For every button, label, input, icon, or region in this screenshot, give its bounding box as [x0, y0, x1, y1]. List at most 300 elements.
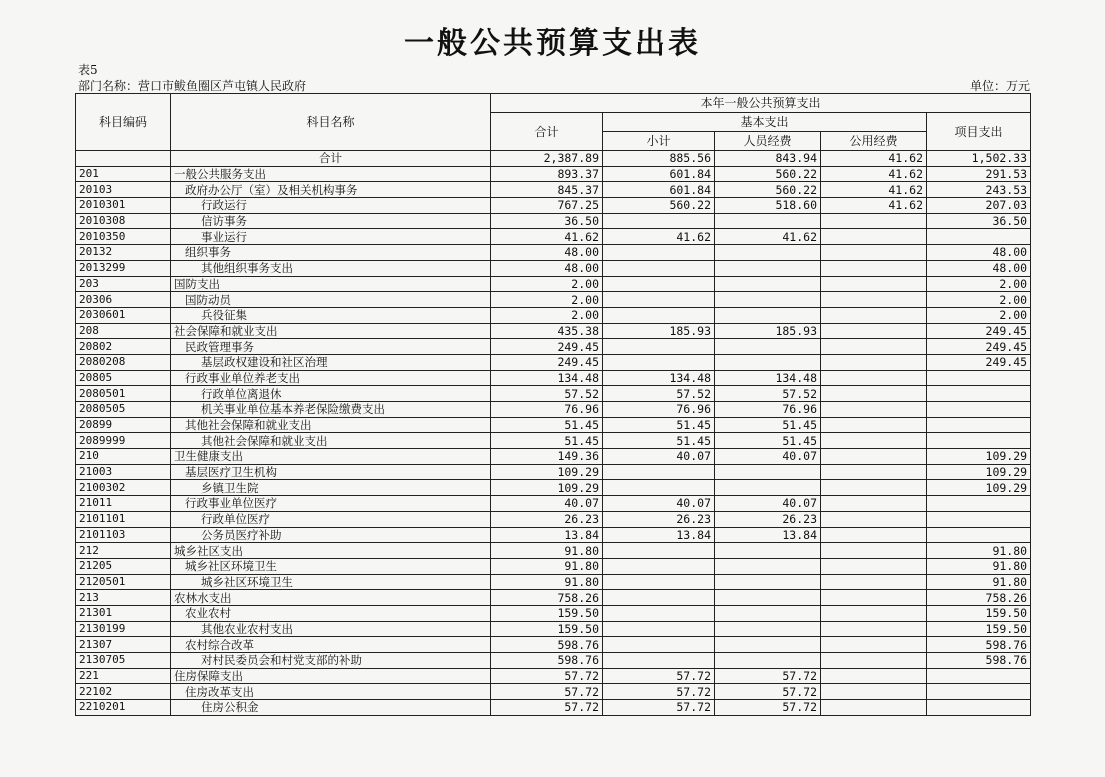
- cell-subtotal: [603, 292, 715, 308]
- cell-subtotal: [603, 354, 715, 370]
- cell-subtotal: 185.93: [603, 323, 715, 339]
- cell-code: 210: [76, 449, 171, 465]
- cell-total: 2,387.89: [491, 151, 603, 167]
- cell-personnel: 518.60: [715, 198, 821, 214]
- cell-personnel: 57.52: [715, 386, 821, 402]
- cell-personnel: 57.72: [715, 684, 821, 700]
- cell-project: 249.45: [927, 339, 1031, 355]
- cell-personnel: [715, 354, 821, 370]
- cell-code: 2080501: [76, 386, 171, 402]
- cell-project: [927, 684, 1031, 700]
- cell-subtotal: 51.45: [603, 433, 715, 449]
- cell-personnel: [715, 276, 821, 292]
- cell-public: [821, 245, 927, 261]
- cell-personnel: 51.45: [715, 433, 821, 449]
- cell-project: 758.26: [927, 590, 1031, 606]
- table-row: [76, 590, 1031, 606]
- cell-code: 2089999: [76, 433, 171, 449]
- table-row: [76, 464, 1031, 480]
- cell-name: 住房改革支出: [171, 684, 491, 700]
- cell-name: 城乡社区支出: [171, 543, 491, 559]
- cell-subtotal: 601.84: [603, 166, 715, 182]
- cell-project: [927, 511, 1031, 527]
- table-row: [76, 166, 1031, 182]
- cell-name: 行政单位离退休: [171, 386, 491, 402]
- cell-public: [821, 496, 927, 512]
- table-row: [76, 323, 1031, 339]
- cell-project: 598.76: [927, 653, 1031, 669]
- cell-subtotal: 601.84: [603, 182, 715, 198]
- table-row: [76, 653, 1031, 669]
- header-name: 科目名称: [171, 94, 491, 151]
- cell-name: 其他社会保障和就业支出: [171, 433, 491, 449]
- cell-name: 基层政权建设和社区治理: [171, 354, 491, 370]
- cell-project: 207.03: [927, 198, 1031, 214]
- cell-public: 41.62: [821, 166, 927, 182]
- cell-public: [821, 637, 927, 653]
- cell-total: 36.50: [491, 213, 603, 229]
- cell-personnel: 560.22: [715, 182, 821, 198]
- cell-total: 435.38: [491, 323, 603, 339]
- cell-name: 卫生健康支出: [171, 449, 491, 465]
- table-row: [76, 621, 1031, 637]
- cell-subtotal: 51.45: [603, 417, 715, 433]
- cell-subtotal: [603, 558, 715, 574]
- cell-project: 91.80: [927, 543, 1031, 559]
- cell-name: 行政事业单位养老支出: [171, 370, 491, 386]
- cell-code: 20802: [76, 339, 171, 355]
- table-row: [76, 605, 1031, 621]
- cell-subtotal: 40.07: [603, 449, 715, 465]
- cell-subtotal: 13.84: [603, 527, 715, 543]
- cell-personnel: [715, 213, 821, 229]
- cell-code: 20306: [76, 292, 171, 308]
- cell-total: 48.00: [491, 245, 603, 261]
- cell-personnel: 185.93: [715, 323, 821, 339]
- cell-project: [927, 417, 1031, 433]
- cell-project: 109.29: [927, 480, 1031, 496]
- cell-total: 159.50: [491, 605, 603, 621]
- cell-code: 2080208: [76, 354, 171, 370]
- cell-name: 城乡社区环境卫生: [171, 574, 491, 590]
- table-row: [76, 276, 1031, 292]
- cell-personnel: [715, 558, 821, 574]
- cell-subtotal: 57.72: [603, 684, 715, 700]
- cell-total: 598.76: [491, 653, 603, 669]
- cell-personnel: 40.07: [715, 496, 821, 512]
- cell-code: 2013299: [76, 260, 171, 276]
- cell-name: 行政运行: [171, 198, 491, 214]
- table-row: [76, 496, 1031, 512]
- cell-project: [927, 229, 1031, 245]
- cell-total: 57.72: [491, 700, 603, 716]
- cell-public: [821, 590, 927, 606]
- cell-code: 2210201: [76, 700, 171, 716]
- cell-personnel: [715, 637, 821, 653]
- cell-public: [821, 339, 927, 355]
- cell-public: [821, 354, 927, 370]
- cell-personnel: [715, 590, 821, 606]
- cell-project: [927, 386, 1031, 402]
- cell-project: [927, 668, 1031, 684]
- cell-total: 13.84: [491, 527, 603, 543]
- cell-public: [821, 307, 927, 323]
- cell-code: 213: [76, 590, 171, 606]
- cell-name: 民政管理事务: [171, 339, 491, 355]
- cell-code: 2130199: [76, 621, 171, 637]
- cell-subtotal: [603, 276, 715, 292]
- header-code: 科目编码: [76, 94, 171, 151]
- cell-subtotal: [603, 260, 715, 276]
- unit-label: 单位：万元: [969, 79, 1030, 93]
- cell-code: 2120501: [76, 574, 171, 590]
- cell-subtotal: 885.56: [603, 151, 715, 167]
- cell-personnel: [715, 480, 821, 496]
- cell-code: 2100302: [76, 480, 171, 496]
- cell-total: 249.45: [491, 339, 603, 355]
- table-row: [76, 245, 1031, 261]
- cell-name: 其他组织事务支出: [171, 260, 491, 276]
- table-row: [76, 198, 1031, 214]
- cell-total: 109.29: [491, 480, 603, 496]
- cell-total: 57.72: [491, 668, 603, 684]
- cell-public: 41.62: [821, 151, 927, 167]
- cell-personnel: [715, 292, 821, 308]
- header-total: 合计: [491, 113, 603, 151]
- cell-total: 249.45: [491, 354, 603, 370]
- table-row: [76, 449, 1031, 465]
- cell-personnel: [715, 653, 821, 669]
- cell-name: 国防支出: [171, 276, 491, 292]
- cell-personnel: 13.84: [715, 527, 821, 543]
- cell-public: [821, 229, 927, 245]
- cell-personnel: 560.22: [715, 166, 821, 182]
- table-row: [76, 354, 1031, 370]
- cell-total: 149.36: [491, 449, 603, 465]
- cell-project: 159.50: [927, 621, 1031, 637]
- cell-subtotal: [603, 543, 715, 559]
- cell-total: 159.50: [491, 621, 603, 637]
- cell-public: [821, 433, 927, 449]
- cell-name: 行政事业单位医疗: [171, 496, 491, 512]
- table-row: [76, 700, 1031, 716]
- header-project: 项目支出: [927, 113, 1031, 151]
- cell-project: 291.53: [927, 166, 1031, 182]
- cell-code: 2101103: [76, 527, 171, 543]
- table-row: [76, 480, 1031, 496]
- table-row: [76, 213, 1031, 229]
- cell-project: 159.50: [927, 605, 1031, 621]
- cell-subtotal: 57.72: [603, 668, 715, 684]
- cell-public: [821, 292, 927, 308]
- cell-subtotal: [603, 653, 715, 669]
- page-title: 一般公共预算支出表: [404, 26, 701, 61]
- table-row: [76, 527, 1031, 543]
- cell-name: 信访事务: [171, 213, 491, 229]
- cell-total: 2.00: [491, 292, 603, 308]
- cell-total: 48.00: [491, 260, 603, 276]
- cell-public: [821, 417, 927, 433]
- cell-code: 221: [76, 668, 171, 684]
- cell-subtotal: [603, 621, 715, 637]
- cell-subtotal: 40.07: [603, 496, 715, 512]
- cell-code: 2010301: [76, 198, 171, 214]
- cell-personnel: 57.72: [715, 668, 821, 684]
- cell-total: 598.76: [491, 637, 603, 653]
- cell-personnel: 76.96: [715, 402, 821, 418]
- cell-public: [821, 574, 927, 590]
- header-personnel: 人员经费: [715, 132, 821, 151]
- cell-subtotal: 560.22: [603, 198, 715, 214]
- table-row: [76, 339, 1031, 355]
- table-row: [76, 668, 1031, 684]
- table-row: [76, 229, 1031, 245]
- cell-subtotal: [603, 307, 715, 323]
- cell-project: 109.29: [927, 449, 1031, 465]
- cell-name: 政府办公厅（室）及相关机构事务: [171, 182, 491, 198]
- cell-total: 91.80: [491, 543, 603, 559]
- cell-project: 243.53: [927, 182, 1031, 198]
- cell-name: 农村综合改革: [171, 637, 491, 653]
- cell-total: 57.52: [491, 386, 603, 402]
- table-row: [76, 511, 1031, 527]
- table-row: [76, 402, 1031, 418]
- cell-public: [821, 323, 927, 339]
- cell-subtotal: 57.52: [603, 386, 715, 402]
- cell-personnel: [715, 574, 821, 590]
- cell-code: 2130705: [76, 653, 171, 669]
- cell-subtotal: [603, 590, 715, 606]
- cell-code: 21301: [76, 605, 171, 621]
- table-row: [76, 433, 1031, 449]
- table-row: [76, 574, 1031, 590]
- cell-code: 212: [76, 543, 171, 559]
- cell-personnel: 51.45: [715, 417, 821, 433]
- cell-project: 36.50: [927, 213, 1031, 229]
- table-row: [76, 684, 1031, 700]
- cell-public: [821, 653, 927, 669]
- cell-subtotal: 76.96: [603, 402, 715, 418]
- cell-code: 21205: [76, 558, 171, 574]
- cell-public: 41.62: [821, 198, 927, 214]
- table-row: [76, 151, 1031, 167]
- table-row: [76, 307, 1031, 323]
- cell-project: 109.29: [927, 464, 1031, 480]
- cell-public: [821, 464, 927, 480]
- cell-total: 51.45: [491, 433, 603, 449]
- cell-subtotal: [603, 480, 715, 496]
- table-row: [76, 292, 1031, 308]
- cell-total: 41.62: [491, 229, 603, 245]
- cell-personnel: [715, 605, 821, 621]
- cell-public: [821, 527, 927, 543]
- cell-name: 机关事业单位基本养老保险缴费支出: [171, 402, 491, 418]
- cell-personnel: 41.62: [715, 229, 821, 245]
- cell-total: 51.45: [491, 417, 603, 433]
- cell-personnel: [715, 245, 821, 261]
- cell-public: [821, 449, 927, 465]
- cell-name: 一般公共服务支出: [171, 166, 491, 182]
- cell-code: 20132: [76, 245, 171, 261]
- cell-subtotal: 41.62: [603, 229, 715, 245]
- cell-code: 21307: [76, 637, 171, 653]
- table-row: [76, 543, 1031, 559]
- cell-name: 对村民委员会和村党支部的补助: [171, 653, 491, 669]
- cell-total: 893.37: [491, 166, 603, 182]
- cell-subtotal: [603, 213, 715, 229]
- cell-public: [821, 402, 927, 418]
- cell-total: 2.00: [491, 276, 603, 292]
- cell-project: [927, 433, 1031, 449]
- table-row: [76, 370, 1031, 386]
- cell-project: [927, 402, 1031, 418]
- cell-project: [927, 370, 1031, 386]
- cell-total: 845.37: [491, 182, 603, 198]
- cell-subtotal: [603, 464, 715, 480]
- cell-name: 住房保障支出: [171, 668, 491, 684]
- cell-name: 基层医疗卫生机构: [171, 464, 491, 480]
- cell-project: [927, 527, 1031, 543]
- cell-personnel: [715, 307, 821, 323]
- cell-public: [821, 276, 927, 292]
- cell-project: 2.00: [927, 276, 1031, 292]
- cell-name: 事业运行: [171, 229, 491, 245]
- cell-project: 598.76: [927, 637, 1031, 653]
- cell-name: 其他社会保障和就业支出: [171, 417, 491, 433]
- cell-code: 203: [76, 276, 171, 292]
- cell-personnel: [715, 464, 821, 480]
- cell-name: 兵役征集: [171, 307, 491, 323]
- cell-code: 2101101: [76, 511, 171, 527]
- cell-name: 国防动员: [171, 292, 491, 308]
- cell-name: 组织事务: [171, 245, 491, 261]
- cell-project: 91.80: [927, 558, 1031, 574]
- cell-code: 22102: [76, 684, 171, 700]
- cell-subtotal: [603, 245, 715, 261]
- cell-personnel: 26.23: [715, 511, 821, 527]
- cell-total: 758.26: [491, 590, 603, 606]
- cell-project: 2.00: [927, 307, 1031, 323]
- cell-subtotal: 26.23: [603, 511, 715, 527]
- cell-subtotal: [603, 339, 715, 355]
- cell-code: 2010350: [76, 229, 171, 245]
- cell-personnel: [715, 260, 821, 276]
- cell-code: 2010308: [76, 213, 171, 229]
- cell-public: [821, 700, 927, 716]
- cell-total: 91.80: [491, 574, 603, 590]
- cell-name: 乡镇卫生院: [171, 480, 491, 496]
- cell-total: 2.00: [491, 307, 603, 323]
- table-row: [76, 637, 1031, 653]
- cell-project: 48.00: [927, 260, 1031, 276]
- cell-code: 21003: [76, 464, 171, 480]
- cell-name: 农林水支出: [171, 590, 491, 606]
- table-row: [76, 182, 1031, 198]
- cell-name: 社会保障和就业支出: [171, 323, 491, 339]
- cell-name: 农业农村: [171, 605, 491, 621]
- cell-personnel: 843.94: [715, 151, 821, 167]
- cell-total: 26.23: [491, 511, 603, 527]
- cell-personnel: 57.72: [715, 700, 821, 716]
- cell-subtotal: 57.72: [603, 700, 715, 716]
- cell-total: 91.80: [491, 558, 603, 574]
- cell-name: 合计: [171, 151, 491, 167]
- cell-personnel: [715, 543, 821, 559]
- cell-project: 249.45: [927, 354, 1031, 370]
- cell-total: 109.29: [491, 464, 603, 480]
- cell-code: 20103: [76, 182, 171, 198]
- cell-name: 其他农业农村支出: [171, 621, 491, 637]
- cell-public: [821, 260, 927, 276]
- cell-project: [927, 700, 1031, 716]
- table-number: 表5: [78, 63, 98, 77]
- cell-name: 住房公积金: [171, 700, 491, 716]
- cell-personnel: [715, 339, 821, 355]
- header-public: 公用经费: [821, 132, 927, 151]
- cell-code: 2030601: [76, 307, 171, 323]
- cell-public: [821, 480, 927, 496]
- department-name: 部门名称：营口市鲅鱼圈区芦屯镇人民政府: [78, 79, 307, 93]
- cell-public: [821, 621, 927, 637]
- cell-personnel: 134.48: [715, 370, 821, 386]
- cell-code: [76, 151, 171, 167]
- table-row: [76, 558, 1031, 574]
- header-group: 本年一般公共预算支出: [491, 94, 1031, 113]
- cell-total: 40.07: [491, 496, 603, 512]
- cell-total: 767.25: [491, 198, 603, 214]
- table-row: [76, 417, 1031, 433]
- table-body: [76, 151, 1031, 716]
- cell-project: 249.45: [927, 323, 1031, 339]
- cell-public: 41.62: [821, 182, 927, 198]
- cell-code: 208: [76, 323, 171, 339]
- cell-code: 21011: [76, 496, 171, 512]
- budget-table: [75, 93, 1031, 716]
- cell-personnel: [715, 621, 821, 637]
- table-row: [76, 386, 1031, 402]
- cell-public: [821, 558, 927, 574]
- header-subtotal: 小计: [603, 132, 715, 151]
- cell-name: 行政单位医疗: [171, 511, 491, 527]
- cell-code: 20805: [76, 370, 171, 386]
- cell-public: [821, 511, 927, 527]
- header-basic: 基本支出: [603, 113, 927, 132]
- cell-subtotal: [603, 574, 715, 590]
- cell-subtotal: [603, 605, 715, 621]
- cell-public: [821, 684, 927, 700]
- cell-code: 201: [76, 166, 171, 182]
- cell-project: 1,502.33: [927, 151, 1031, 167]
- cell-public: [821, 370, 927, 386]
- cell-project: 2.00: [927, 292, 1031, 308]
- cell-project: 48.00: [927, 245, 1031, 261]
- cell-name: 城乡社区环境卫生: [171, 558, 491, 574]
- cell-public: [821, 543, 927, 559]
- cell-code: 20899: [76, 417, 171, 433]
- cell-total: 134.48: [491, 370, 603, 386]
- cell-project: [927, 496, 1031, 512]
- cell-subtotal: 134.48: [603, 370, 715, 386]
- table-row: [76, 260, 1031, 276]
- cell-public: [821, 213, 927, 229]
- cell-personnel: 40.07: [715, 449, 821, 465]
- cell-total: 76.96: [491, 402, 603, 418]
- cell-project: 91.80: [927, 574, 1031, 590]
- cell-code: 2080505: [76, 402, 171, 418]
- cell-name: 公务员医疗补助: [171, 527, 491, 543]
- cell-public: [821, 605, 927, 621]
- cell-public: [821, 386, 927, 402]
